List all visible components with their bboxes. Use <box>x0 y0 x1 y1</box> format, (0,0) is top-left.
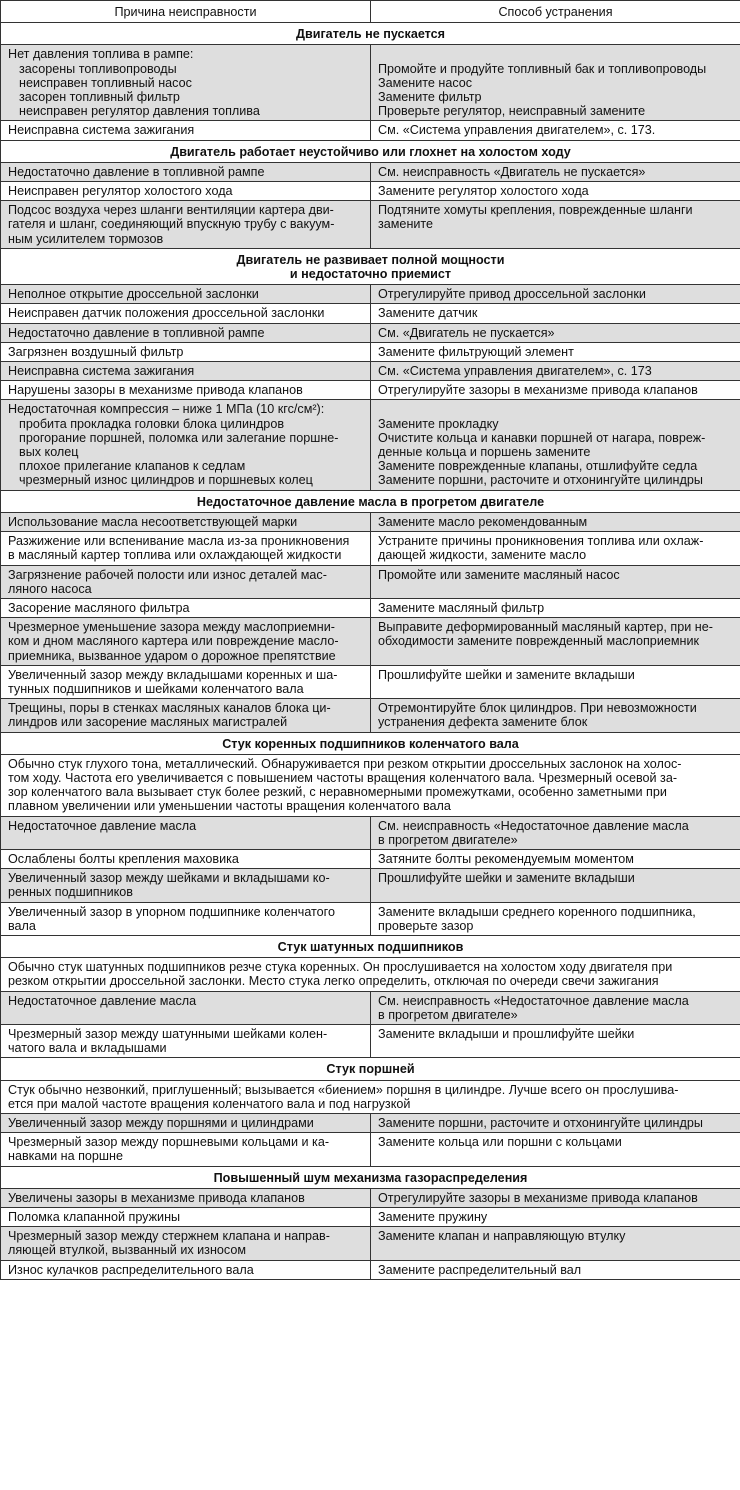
remedy-line <box>378 402 734 416</box>
remedy-cell <box>371 162 740 181</box>
cause-cell <box>1 381 371 400</box>
remedy-line: Замените регулятор холостого хода <box>378 184 589 199</box>
cause-line: Неполное открытие дроссельной заслонки <box>8 287 259 302</box>
section-header-row <box>1 732 740 754</box>
remedy-cell <box>371 304 740 323</box>
remedy-cell <box>371 512 740 531</box>
table-row <box>1 598 740 617</box>
remedy-line: Замените вкладыши среднего коренного подшипника, <box>378 904 696 919</box>
remedy-line: Очистите кольца и канавки поршней от нагара, повреж- <box>378 430 706 445</box>
cause-cell <box>1 512 371 531</box>
table-row <box>1 162 740 181</box>
cause-line: Использование масла несоответствующей марки <box>8 514 298 529</box>
cause-line: плохое прилегание клапанов к седлам <box>19 459 246 474</box>
remedy-line: Замените фильтрующий элемент <box>378 344 574 359</box>
cause-line: неисправен регулятор давления топлива <box>19 104 260 119</box>
cause-line: Недостаточное давление масла <box>8 993 197 1008</box>
cause-line: вых колец <box>19 445 79 460</box>
cause-line: вала <box>8 918 36 933</box>
remedy-line: См. неисправность «Недостаточное давление масла <box>378 818 689 833</box>
remedy-line: Отрегулируйте зазоры в механизме привода клапанов <box>378 1190 698 1205</box>
remedy-line: Замените поврежденные клапаны, отшлифуйте седла <box>378 459 698 474</box>
remedy-line: Подтяните хомуты крепления, поврежденные шланги <box>378 203 693 218</box>
cause-cell <box>1 618 371 666</box>
section-title-line: Двигатель не пускается <box>295 27 446 42</box>
cause-line: Недостаточно давление в топливной рампе <box>8 325 265 340</box>
table-row <box>1 512 740 531</box>
cause-line: Увеличенный зазор в упорном подшипнике коленчатого <box>8 904 335 919</box>
remedy-line: Проверьте регулятор, неисправный замените <box>378 104 646 119</box>
section-note-row <box>1 1080 740 1113</box>
remedy-cell <box>371 1114 740 1133</box>
section-note-line: Стук обычно незвонкий, приглушенный; вызывается «биением» поршня в цилиндре. Лучше всего он прослушива- <box>8 1082 679 1097</box>
section-title-line: Недостаточное давление масла в прогретом двигателе <box>196 494 545 509</box>
remedy-cell <box>371 598 740 617</box>
remedy-cell <box>371 1188 740 1207</box>
table-row <box>1 849 740 868</box>
remedy-line: Прошлифуйте шейки и замените вкладыши <box>378 667 635 682</box>
cause-line: ренных подшипников <box>8 885 133 900</box>
section-note <box>1 958 740 991</box>
remedy-line: Промойте и продуйте топливный бак и топливопроводы <box>378 61 707 76</box>
section-note-line: Обычно стук глухого тона, металлический. Обнаруживается при резком открытии дроссельных заслонок на холос- <box>8 756 682 771</box>
section-note-line: резком открытии дроссельной заслонки. Место стука легко определить, отключая по очереди свечи зажигания <box>8 974 659 989</box>
remedy-cell <box>371 532 740 565</box>
cause-line: приемника, вызванное ударом о дорожное препятствие <box>8 648 336 663</box>
section-title-line: Стук поршней <box>326 1062 415 1077</box>
cause-cell <box>1 182 371 201</box>
header-remedy: Способ устранения <box>371 1 740 23</box>
cause-cell <box>1 991 371 1024</box>
remedy-line: Замените распределительный вал <box>378 1262 582 1277</box>
cause-line: пробита прокладка головки блока цилиндров <box>19 416 285 431</box>
cause-cell <box>1 323 371 342</box>
section-title-line: Стук коренных подшипников коленчатого вала <box>222 736 519 751</box>
table-row <box>1 665 740 698</box>
header-cause: Причина неисправности <box>1 1 371 23</box>
cause-line: Недостаточно давление в топливной рампе <box>8 164 265 179</box>
section-header-row <box>1 248 740 284</box>
remedy-line: Замените насос <box>378 75 473 90</box>
section-title-line: Стук шатунных подшипников <box>277 939 464 954</box>
table-row <box>1 991 740 1024</box>
remedy-line: замените <box>378 217 434 232</box>
table-row <box>1 201 740 249</box>
cause-cell <box>1 665 371 698</box>
remedy-line: дающей жидкости, замените масло <box>378 548 587 563</box>
section-header-row <box>1 140 740 162</box>
cause-line: Увеличенный зазор между вкладышами коренных и ша- <box>8 667 338 682</box>
cause-cell <box>1 1260 371 1279</box>
cause-line: Недостаточная компрессия – ниже 1 МПа (10 кгс/см²): <box>8 402 325 417</box>
section-note-line: плавном увеличении или уменьшении частоты вращения коленчатого вала <box>8 799 451 814</box>
section-header-row <box>1 490 740 512</box>
table-row <box>1 1260 740 1279</box>
table-row <box>1 362 740 381</box>
cause-line: Увеличены зазоры в механизме привода клапанов <box>8 1190 305 1205</box>
cause-cell <box>1 598 371 617</box>
remedy-line: проверьте зазор <box>378 918 474 933</box>
remedy-line: обходимости замените поврежденный маслоприемник <box>378 634 700 649</box>
remedy-cell <box>371 45 740 121</box>
cause-line: засорены топливопроводы <box>19 61 177 76</box>
remedy-line: Замените фильтр <box>378 90 482 105</box>
cause-line: ляющей втулкой, вызванный их износом <box>8 1243 247 1258</box>
cause-line: Подсос воздуха через шланги вентиляции картера дви- <box>8 203 334 218</box>
remedy-cell <box>371 1024 740 1057</box>
section-title-line: Двигатель работает неустойчиво или глохнет на холостом ходу <box>170 144 571 159</box>
table-row <box>1 342 740 361</box>
table-row <box>1 285 740 304</box>
table-row <box>1 816 740 849</box>
cause-cell <box>1 121 371 140</box>
remedy-cell <box>371 1208 740 1227</box>
section-title <box>1 1058 740 1080</box>
remedy-line: Отрегулируйте зазоры в механизме привода клапанов <box>378 383 698 398</box>
cause-line: Неисправен датчик положения дроссельной заслонки <box>8 306 325 321</box>
section-note-row <box>1 958 740 991</box>
section-header-row <box>1 1166 740 1188</box>
cause-line: ляного насоса <box>8 581 92 596</box>
remedy-line: Устраните причины проникновения топлива или охлаж- <box>378 534 704 549</box>
section-header-row <box>1 23 740 45</box>
remedy-line: Затяните болты рекомендуемым моментом <box>378 851 634 866</box>
section-note-line: Обычно стук шатунных подшипников резче стука коренных. Он прослушивается на холостом ходу двигателя при <box>8 960 673 975</box>
cause-cell <box>1 1208 371 1227</box>
table-row <box>1 323 740 342</box>
remedy-cell <box>371 1260 740 1279</box>
remedy-line <box>378 47 734 61</box>
cause-line: чрезмерный износ цилиндров и поршневых колец <box>19 473 313 488</box>
cause-line: Загрязнение рабочей полости или износ деталей мас- <box>8 567 327 582</box>
remedy-line: Замените поршни, расточите и отхонингуйте цилиндры <box>378 1116 703 1130</box>
cause-line: Трещины, поры в стенках масляных каналов блока ци- <box>8 701 331 716</box>
cause-line: Загрязнен воздушный фильтр <box>8 344 184 359</box>
cause-line: Чрезмерный зазор между шатунными шейками колен- <box>8 1026 328 1041</box>
remedy-line: Отремонтируйте блок цилиндров. При невозможности <box>378 701 697 716</box>
section-title <box>1 732 740 754</box>
table-row <box>1 869 740 902</box>
cause-line: Нет давления топлива в рампе: <box>8 47 194 62</box>
table-row <box>1 902 740 935</box>
table-row <box>1 565 740 598</box>
section-title <box>1 935 740 957</box>
cause-line: линдров или засорение масляных магистралей <box>8 715 288 730</box>
cause-line: ным усилителем тормозов <box>8 231 164 246</box>
table-row <box>1 618 740 666</box>
table-row <box>1 381 740 400</box>
cause-line: ком и дном масляного картера или повреждение масло- <box>8 634 339 649</box>
cause-cell <box>1 1227 371 1260</box>
cause-line: Засорение масляного фильтра <box>8 600 190 615</box>
cause-line: Поломка клапанной пружины <box>8 1210 181 1225</box>
remedy-cell <box>371 381 740 400</box>
cause-cell <box>1 1133 371 1166</box>
section-note <box>1 754 740 816</box>
remedy-line: См. «Двигатель не пускается» <box>378 325 555 340</box>
table-row <box>1 1227 740 1260</box>
section-title <box>1 140 740 162</box>
remedy-line: Замените датчик <box>378 306 478 321</box>
remedy-cell <box>371 618 740 666</box>
table-row <box>1 400 740 490</box>
cause-cell <box>1 342 371 361</box>
section-title-line: Двигатель не развивает полной мощности <box>236 252 505 267</box>
cause-line: навками на поршне <box>8 1149 123 1164</box>
table-header-row <box>1 1 740 23</box>
remedy-line: Замените поршни, расточите и отхонингуйте цилиндры <box>378 473 703 488</box>
table-row <box>1 45 740 121</box>
cause-line: Разжижение или вспенивание масла из-за проникновения <box>8 534 350 549</box>
cause-cell <box>1 565 371 598</box>
remedy-cell <box>371 323 740 342</box>
table-row <box>1 1024 740 1057</box>
remedy-line: Замените пружину <box>378 1210 488 1225</box>
remedy-cell <box>371 849 740 868</box>
remedy-cell <box>371 362 740 381</box>
section-note-line: зор коленчатого вала вызывает стук более резкий, с неравномерными промежутками, особенно заметными при <box>8 785 667 800</box>
table-row <box>1 1208 740 1227</box>
section-header-row <box>1 935 740 957</box>
cause-line: Увеличенный зазор между поршнями и цилиндрами <box>8 1116 314 1130</box>
remedy-cell <box>371 902 740 935</box>
remedy-line: См. «Система управления двигателем», с. 173. <box>378 123 656 138</box>
remedy-cell <box>371 121 740 140</box>
table-row <box>1 1114 740 1133</box>
cause-line: Чрезмерное уменьшение зазора между маслоприемни- <box>8 620 335 635</box>
cause-line: в масляный картер топлива или охлаждающей жидкости <box>8 548 342 563</box>
remedy-line: Замените клапан и направляющую втулку <box>378 1229 626 1244</box>
remedy-line: денные кольца и поршень замените <box>378 445 591 460</box>
remedy-line: Выправите деформированный масляный картер, при не- <box>378 620 713 635</box>
remedy-line: Замените кольца или поршни с кольцами <box>378 1135 622 1150</box>
cause-line: Неисправна система зажигания <box>8 364 195 379</box>
remedy-cell <box>371 201 740 249</box>
section-note-line: ется при малой частоте вращения коленчатого вала и под нагрузкой <box>8 1096 411 1111</box>
remedy-cell <box>371 665 740 698</box>
cause-cell <box>1 1188 371 1207</box>
remedy-line: Замените масляный фильтр <box>378 600 545 615</box>
section-title <box>1 1166 740 1188</box>
remedy-line: в прогретом двигателе» <box>378 1007 518 1022</box>
cause-cell <box>1 816 371 849</box>
table-row <box>1 1188 740 1207</box>
section-note-line: том ходу. Частота его увеличивается с повышением частоты вращения коленчатого вала. Чрезмерный осевой за- <box>8 770 678 785</box>
cause-cell <box>1 201 371 249</box>
section-title-line: Повышенный шум механизма газораспределения <box>213 1170 528 1185</box>
remedy-cell <box>371 1133 740 1166</box>
cause-cell <box>1 849 371 868</box>
remedy-cell <box>371 1227 740 1260</box>
remedy-cell <box>371 400 740 490</box>
cause-cell <box>1 400 371 490</box>
cause-line: гателя и шланг, соединяющий впускную трубу с вакуум- <box>8 217 335 232</box>
cause-cell <box>1 304 371 323</box>
cause-line: Износ кулачков распределительного вала <box>8 1262 254 1277</box>
cause-line: чатого вала и вкладышами <box>8 1041 167 1056</box>
table-row <box>1 182 740 201</box>
section-header-row <box>1 1058 740 1080</box>
cause-line: Нарушены зазоры в механизме привода клапанов <box>8 383 303 398</box>
remedy-cell <box>371 816 740 849</box>
cause-line: Чрезмерный зазор между поршневыми кольцами и ка- <box>8 1135 330 1150</box>
section-note <box>1 1080 740 1113</box>
cause-cell <box>1 1114 371 1133</box>
remedy-cell <box>371 869 740 902</box>
remedy-line: Отрегулируйте привод дроссельной заслонки <box>378 287 646 302</box>
table-row <box>1 1133 740 1166</box>
cause-cell <box>1 162 371 181</box>
table-row <box>1 532 740 565</box>
section-title-line: и недостаточно приемист <box>289 267 452 282</box>
remedy-line: Замените вкладыши и прошлифуйте шейки <box>378 1026 635 1041</box>
cause-cell <box>1 869 371 902</box>
cause-cell <box>1 699 371 732</box>
cause-line: Ослаблены болты крепления маховика <box>8 851 239 866</box>
cause-cell <box>1 285 371 304</box>
cause-line: Недостаточное давление масла <box>8 818 197 833</box>
cause-line: неисправен топливный насос <box>19 75 192 90</box>
cause-cell <box>1 362 371 381</box>
cause-cell <box>1 902 371 935</box>
cause-line: прогорание поршней, поломка или залегание поршне- <box>19 430 339 445</box>
remedy-line: Замените масло рекомендованным <box>378 514 588 529</box>
cause-line: Увеличенный зазор между шейками и вкладышами ко- <box>8 871 330 886</box>
cause-line: Чрезмерный зазор между стержнем клапана и направ- <box>8 1229 330 1244</box>
table-row <box>1 304 740 323</box>
table-row <box>1 699 740 732</box>
cause-line: тунных подшипников и шейками коленчатого вала <box>8 681 304 696</box>
remedy-line: Прошлифуйте шейки и замените вкладыши <box>378 871 635 886</box>
cause-line: засорен топливный фильтр <box>19 90 180 105</box>
remedy-line: См. неисправность «Двигатель не пускается» <box>378 164 646 179</box>
cause-cell <box>1 45 371 121</box>
remedy-cell <box>371 182 740 201</box>
cause-line: Неисправен регулятор холостого хода <box>8 184 233 199</box>
remedy-line: устранения дефекта замените блок <box>378 715 588 730</box>
remedy-cell <box>371 565 740 598</box>
cause-cell <box>1 532 371 565</box>
remedy-line: См. неисправность «Недостаточное давление масла <box>378 993 689 1008</box>
remedy-line: Промойте или замените масляный насос <box>378 567 620 582</box>
section-note-row <box>1 754 740 816</box>
table-body <box>1 23 740 1280</box>
table-row <box>1 121 740 140</box>
section-title <box>1 490 740 512</box>
section-title <box>1 23 740 45</box>
remedy-cell <box>371 991 740 1024</box>
cause-line: Неисправна система зажигания <box>8 123 195 138</box>
remedy-cell <box>371 342 740 361</box>
section-title <box>1 248 740 284</box>
remedy-line: Замените прокладку <box>378 416 499 431</box>
remedy-line: в прогретом двигателе» <box>378 832 518 847</box>
remedy-cell <box>371 699 740 732</box>
cause-cell <box>1 1024 371 1057</box>
remedy-line: См. «Система управления двигателем», с. 173 <box>378 364 652 379</box>
remedy-cell <box>371 285 740 304</box>
